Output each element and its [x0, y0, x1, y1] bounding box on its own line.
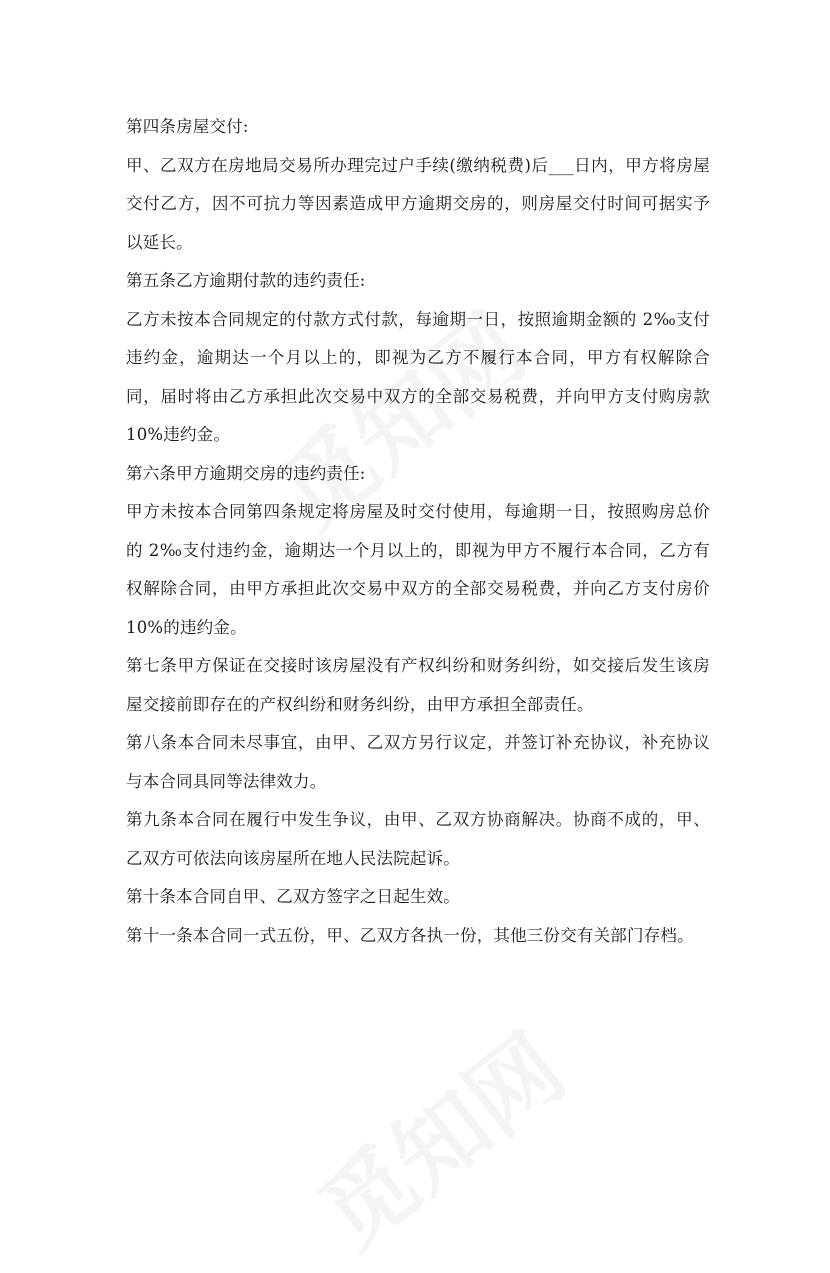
- clause-10: 第十条本合同自甲、乙双方签字之日起生效。: [126, 887, 460, 906]
- document-body: [126, 108, 710, 955]
- clause-9: 第九条本合同在履行中发生争议，由甲、乙双方协商解决。协商不成的，甲、乙双方可依法向该房屋所在地人民法院起诉。: [126, 810, 710, 868]
- clause-7: 第七条甲方保证在交接时该房屋没有产权纠纷和财务纠纷，如交接后发生该房屋交接前即存在的产权纠纷和财务纠纷，由甲方承担全部责任。: [126, 656, 710, 714]
- clause-4-text: 甲、乙双方在房地局交易所办理完过户手续(缴纳税费)后___日内，甲方将房屋交付乙方，因不可抗力等因素造成甲方逾期交房的，则房屋交付时间可据实予以延长。: [126, 155, 710, 252]
- clause-4-heading: 第四条房屋交付:: [126, 117, 249, 136]
- clause-6-text: 甲方未按本合同第四条规定将房屋及时交付使用，每逾期一日，按照购房总价的 2‰支付违约金，逾期达一个月以上的，即视为甲方不履行本合同，乙方有权解除合同，由甲方承担此次交易中双方的全部交易税费，并向乙方支付房价 10%的违约金。: [126, 502, 710, 637]
- clause-11: 第十一条本合同一式五份，甲、乙双方各执一份，其他三份交有关部门存档。: [126, 925, 694, 945]
- watermark: [289, 999, 588, 1273]
- clause-5-text: 乙方未按本合同规定的付款方式付款，每逾期一日，按照逾期金额的 2‰支付违约金，逾期达一个月以上的，即视为乙方不履行本合同，甲方有权解除合同，届时将由乙方承担此次交易中双方的全部交易税费，并向甲方支付购房款 10%违约金。: [126, 309, 710, 444]
- clause-5-heading: 第五条乙方逾期付款的违约责任:: [126, 271, 366, 290]
- clause-8: 第八条本合同未尽事宜，由甲、乙双方另行议定，并签订补充协议，补充协议与本合同具同等法律效力。: [126, 733, 710, 791]
- clause-6-heading: 第六条甲方逾期交房的违约责任:: [126, 463, 366, 483]
